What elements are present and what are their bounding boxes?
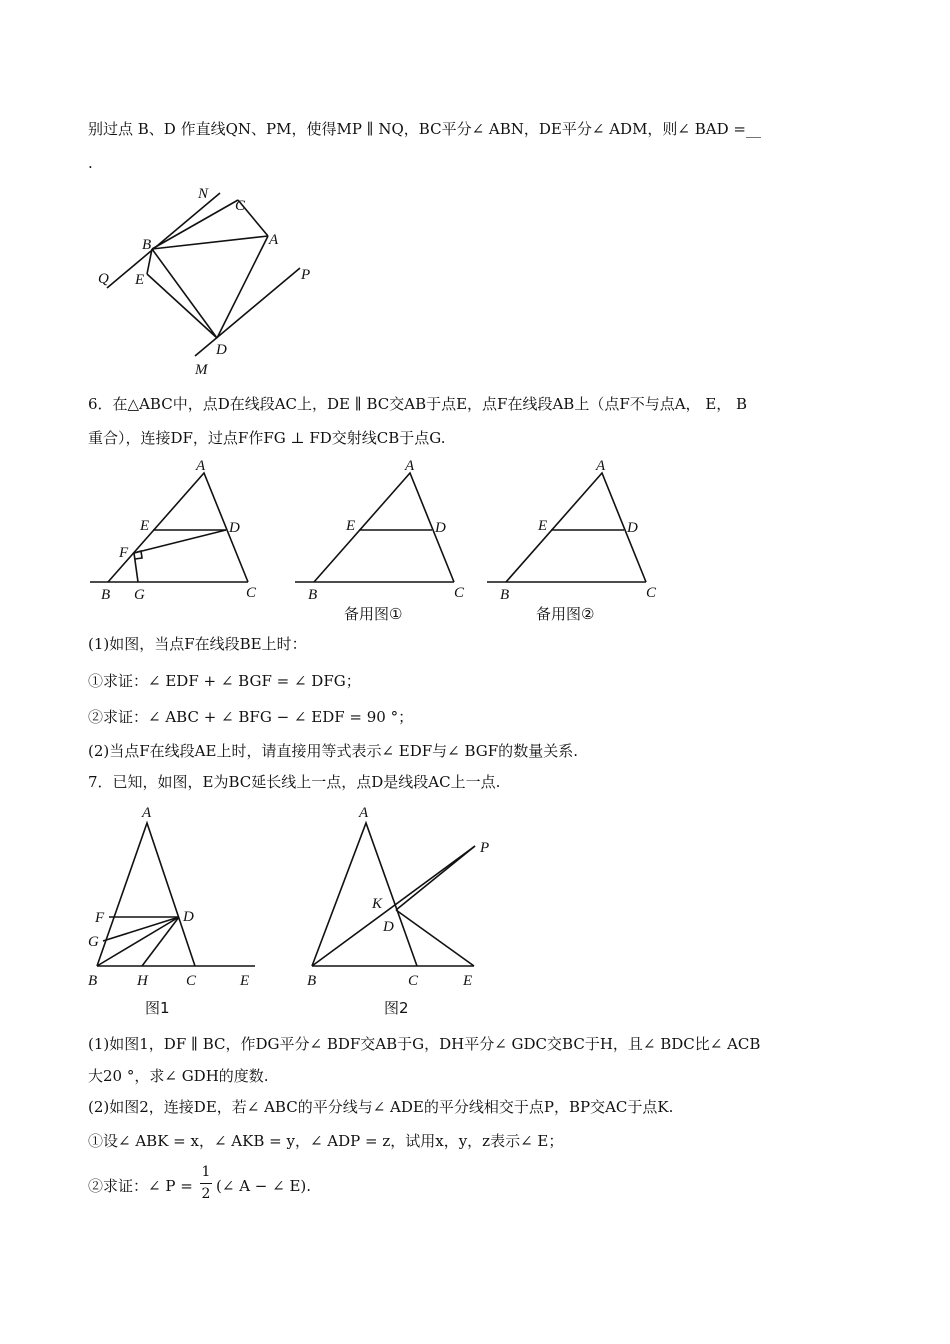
problem7-q2: (2)如图2，连接DE，若∠ ABC的平分线与∠ ADE的平分线相交于点P，BP交AC于点K. [88, 1098, 674, 1116]
label-h: H [137, 973, 148, 989]
label-d: D [229, 520, 240, 536]
problem7-q2a: ①设∠ ABK = x，∠ AKB = y，∠ ADP = z，试用x，y，z表示∠ E； [88, 1132, 564, 1150]
label-b: B [142, 237, 152, 253]
problem7-figure2 [300, 800, 510, 1022]
label-c: C [235, 198, 246, 214]
label-b: B [101, 587, 111, 603]
label-f: F [119, 545, 129, 561]
label-a: A [405, 458, 415, 474]
fraction-bar [200, 1183, 212, 1184]
label-g: G [134, 587, 145, 603]
label-q: Q [98, 271, 109, 287]
label-m: M [195, 362, 208, 378]
label-d: D [435, 520, 446, 536]
problem7-q1a: (1)如图1，DF ∥ BC，作DG平分∠ BDF交AB于G，DH平分∠ GDC交BC于H，且∠ BDC比∠ ACB [88, 1035, 761, 1053]
problem6-stem1: 6．在△ABC中，点D在线段AC上，DE ∥ BC交AB于点E，点F在线段AB上（点F不与点A， E， B [88, 395, 748, 413]
label-b: B [88, 973, 98, 989]
fraction-numerator: 1 [201, 1164, 211, 1180]
label-a: A [142, 805, 152, 821]
label-a: A [359, 805, 369, 821]
label-b: B [308, 587, 318, 603]
label-a: A [196, 458, 206, 474]
problem6-q1a: ①求证：∠ EDF + ∠ BGF = ∠ DFG； [88, 672, 361, 690]
label-e: E [538, 518, 548, 534]
label-c: C [186, 973, 197, 989]
label-a: A [269, 232, 279, 248]
label-b: B [307, 973, 317, 989]
label-e: E [463, 973, 473, 989]
problem6-figure3 [484, 455, 674, 630]
caption-fig2: 图2 [384, 999, 409, 1017]
caption-backup-2: 备用图② [536, 605, 595, 623]
problem6-q1b: ②求证：∠ ABC + ∠ BFG − ∠ EDF = 90 °； [88, 708, 414, 726]
problem5-line2: . [88, 154, 93, 172]
label-k: K [372, 896, 383, 912]
line-qn [107, 193, 220, 288]
problem6-q2: (2)当点F在线段AE上时，请直接用等式表示∠ EDF与∠ BGF的数量关系. [88, 742, 578, 760]
label-f: F [95, 910, 105, 926]
label-d: D [216, 342, 227, 358]
label-c: C [454, 585, 465, 601]
problem6-q1: (1)如图，当点F在线段BE上时： [88, 635, 307, 653]
q2b-suffix: (∠ A − ∠ E). [216, 1177, 312, 1195]
label-a: A [596, 458, 606, 474]
caption-backup-1: 备用图① [344, 605, 403, 623]
problem7-q1b: 大20 °，求∠ GDH的度数. [88, 1067, 269, 1085]
label-p: P [480, 840, 490, 856]
problem5-line1: 别过点 B、D 作直线QN、PM，使得MP ∥ NQ，BC平分∠ ABN，DE平分∠ ADM，则∠ BAD =__ [88, 120, 761, 138]
label-n: N [198, 186, 209, 202]
problem5-figure [90, 180, 330, 380]
problem6-stem2: 重合），连接DF，过点F作FG ⊥ FD交射线CB于点G. [88, 429, 446, 447]
label-c: C [408, 973, 419, 989]
label-e: E [240, 973, 250, 989]
problem7-figure1 [85, 800, 265, 1022]
label-g: G [88, 934, 99, 950]
label-p: P [301, 267, 311, 283]
fraction-denominator: 2 [201, 1186, 211, 1202]
problem6-figure1 [86, 455, 266, 605]
label-e: E [346, 518, 356, 534]
q2b-prefix: ②求证：∠ P = [88, 1177, 193, 1195]
line-pm [195, 268, 300, 356]
label-c: C [246, 585, 257, 601]
label-e: E [135, 272, 145, 288]
label-d: D [383, 919, 394, 935]
label-b: B [500, 587, 510, 603]
problem7-stem: 7．已知，如图，E为BC延长线上一点，点D是线段AC上一点. [88, 773, 501, 791]
caption-fig1: 图1 [145, 999, 170, 1017]
problem6-figure2 [292, 455, 482, 630]
label-d: D [183, 909, 194, 925]
label-c: C [646, 585, 657, 601]
label-e: E [140, 518, 150, 534]
label-d: D [627, 520, 638, 536]
